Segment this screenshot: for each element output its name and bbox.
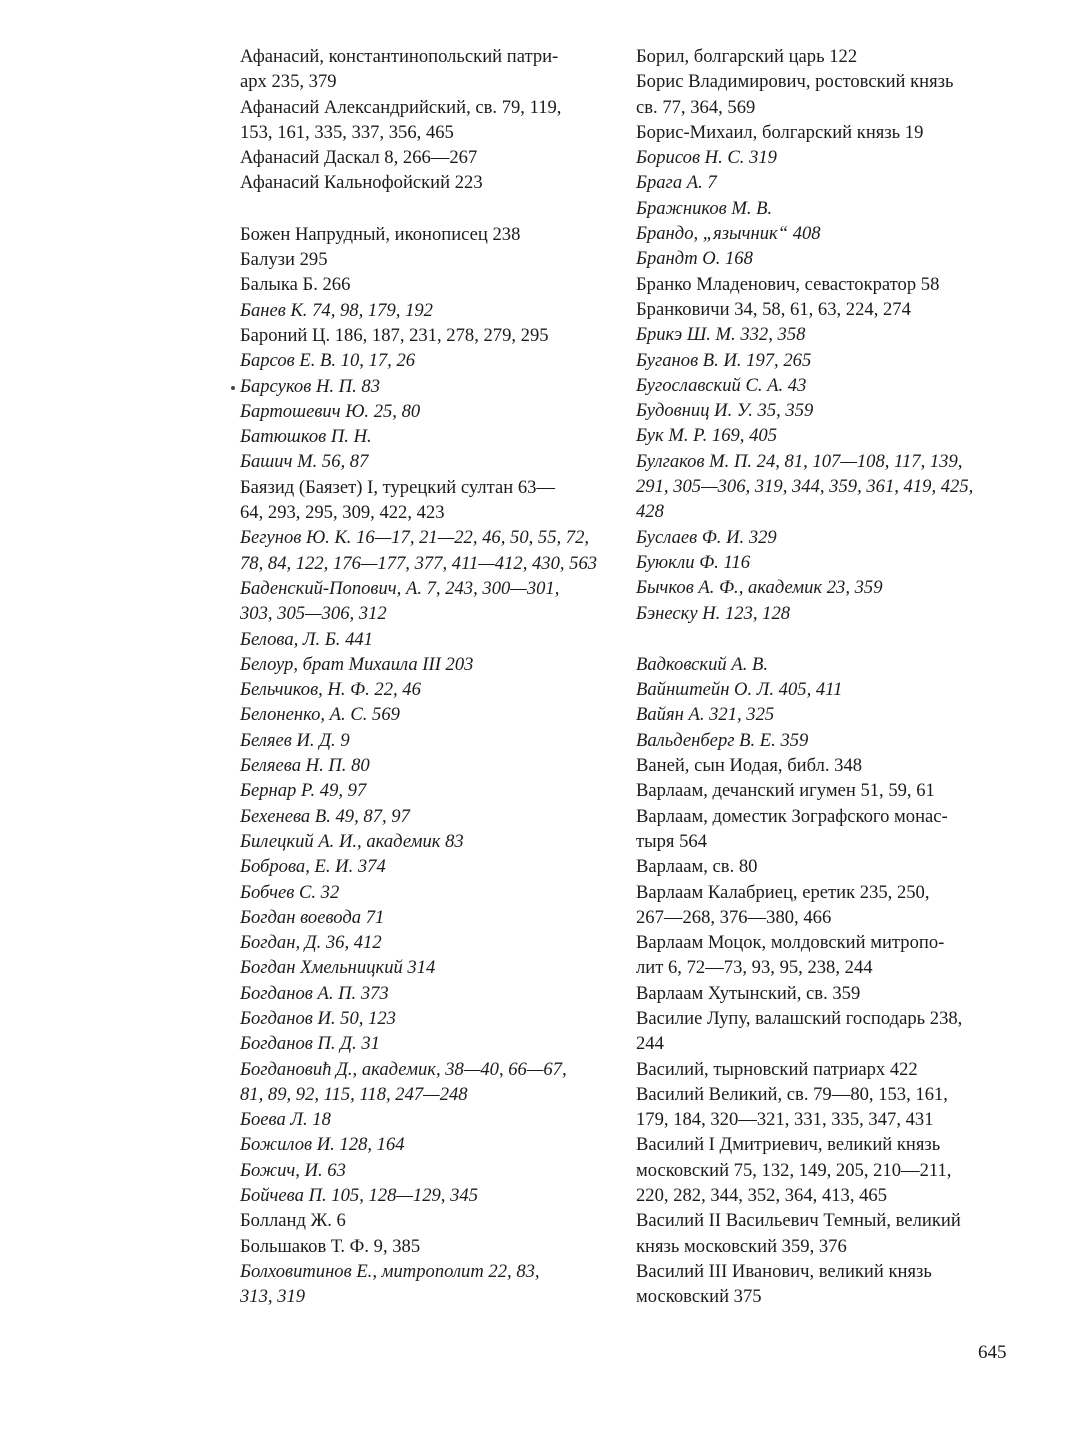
- index-entry: Ваней, сын Иодая, библ. 348: [636, 755, 863, 777]
- index-entry: Василий Великий, св. 79—80, 153, 161, 179, 184, 320—321, 331, 335, 347, 431: [636, 1083, 948, 1131]
- index-entry: Богдан, Д. 36, 412: [240, 932, 382, 954]
- index-entry: Бэнеску Н. 123, 128: [636, 602, 791, 624]
- index-entry: Борис-Михаил, болгарский князь 19: [636, 121, 924, 143]
- index-entry: Боброва, Е. И. 374: [240, 856, 386, 878]
- index-entry: Варлаам, дечанский игумен 51, 59, 61: [636, 780, 935, 802]
- page-number: 645: [978, 1342, 1007, 1363]
- index-entry: Белоур, брат Михаила III 203: [240, 653, 474, 675]
- index-entry: Борис Владимирович, ростовский князь св. 77, 364, 569: [636, 71, 954, 118]
- index-entry: Бароний Ц. 186, 187, 231, 278, 279, 295: [240, 324, 549, 346]
- index-entry: Василий I Дмитриевич, великий князь московский 75, 132, 149, 205, 210—211, 220, 282, 344, 352, 364, 413, 465: [636, 1134, 952, 1207]
- index-entry: Богдан воевода 71: [240, 906, 385, 928]
- index-entry: Бельчиков, Н. Ф. 22, 46: [240, 679, 421, 701]
- index-entry: Афанасий Кальнофойский 223: [240, 172, 483, 194]
- index-entry: Божич, И. 63: [240, 1159, 346, 1181]
- index-entry: Бернар Р. 49, 97: [240, 780, 367, 802]
- index-entry: Варлаам, св. 80: [636, 856, 758, 878]
- index-entry: Богданов А. П. 373: [240, 982, 389, 1004]
- index-entry: Вальденберг В. Е. 359: [636, 729, 809, 751]
- index-entry: Борил, болгарский царь 122: [636, 46, 858, 67]
- index-entry: Балыка Б. 266: [240, 274, 351, 296]
- right-index-column: [636, 44, 1020, 1310]
- index-entry: Божен Напрудный, иконописец 238: [240, 223, 521, 245]
- index-entry: Афанасий Даскал 8, 266—267: [240, 147, 478, 169]
- index-entry: Барсов Е. В. 10, 17, 26: [240, 350, 416, 372]
- index-entry: Варлаам, доместик Зографского монас- тыря 564: [636, 805, 948, 852]
- index-entry: Белоненко, А. С. 569: [240, 704, 400, 726]
- index-entry: Бранковичи 34, 58, 61, 63, 224, 274: [636, 298, 911, 320]
- left-index-column: [240, 44, 612, 1310]
- index-entry: Брандт О. 168: [636, 248, 753, 270]
- index-entry: Бобчев С. 32: [240, 881, 340, 903]
- index-entry: Бычков А. Ф., академик 23, 359: [636, 577, 883, 599]
- index-entry: Борисов Н. С. 319: [636, 147, 777, 169]
- index-entry: Батюшков П. Н.: [240, 426, 372, 448]
- index-entry: Баденский-Попович, А. 7, 243, 300—301, 303, 305—306, 312: [240, 577, 560, 625]
- index-entry: Варлаам Хутынский, св. 359: [636, 982, 861, 1004]
- index-entry: Богдановић Д., академик, 38—40, 66—67, 81, 89, 92, 115, 118, 247—248: [240, 1058, 567, 1105]
- index-entry: Божилов И. 128, 164: [240, 1134, 405, 1156]
- index-entry: Белова, Л. Б. 441: [240, 628, 373, 650]
- section-gap: [636, 626, 1020, 652]
- index-entry: Бугославский С. А. 43: [636, 374, 807, 396]
- index-entry: Беляева Н. П. 80: [240, 755, 370, 777]
- index-entry: Бук М. Р. 169, 405: [636, 425, 777, 447]
- index-entry: Бегунов Ю. К. 16—17, 21—22, 46, 50, 55, 72, 78, 84, 122, 176—177, 377, 411—412, 430, 563: [240, 527, 598, 574]
- index-entry: Василий, тырновский патриарх 422: [636, 1058, 918, 1080]
- index-entry: Варлаам Калабриец, еретик 235, 250, 267—268, 376—380, 466: [636, 881, 930, 928]
- index-entry: Банев К. 74, 98, 179, 192: [240, 299, 433, 321]
- index-entry: Василие Лупу, валашский господарь 238, 244: [636, 1007, 963, 1055]
- index-entry: Балузи 295: [240, 249, 328, 271]
- index-entry: Вадковский А. В.: [636, 653, 769, 675]
- index-entry: Богдан Хмельницкий 314: [240, 957, 436, 979]
- index-entry: Василий III Иванович, великий князь московский 375: [636, 1260, 932, 1308]
- index-entry: Билецкий А. И., академик 83: [240, 830, 464, 852]
- index-entry: Бранко Младенович, севастократор 58: [636, 273, 940, 295]
- index-entry: Богданов П. Д. 31: [240, 1033, 380, 1055]
- index-entry: Василий II Васильевич Темный, великий князь московский 359, 376: [636, 1210, 961, 1257]
- index-entry: Башич М. 56, 87: [240, 451, 369, 473]
- index-entry: Вайян А. 321, 325: [636, 704, 775, 726]
- index-entry: Бартошевич Ю. 25, 80: [240, 400, 421, 422]
- index-entry: Боева Л. 18: [240, 1109, 331, 1131]
- index-entry: Вайнштейн О. Л. 405, 411: [636, 679, 843, 701]
- index-entry: Баязид (Баязет) I, турецкий султан 63— 64, 293, 295, 309, 422, 423: [240, 476, 556, 524]
- index-entry: Брикэ Ш. М. 332, 358: [636, 324, 806, 346]
- index-entry: Бойчева П. 105, 128—129, 345: [240, 1185, 478, 1207]
- section-gap: [240, 196, 612, 222]
- index-entry: Брага А. 7: [636, 172, 717, 194]
- index-entry: Буюкли Ф. 116: [636, 551, 750, 573]
- index-entry: Варлаам Моцок, молдовский митропо- лит 6, 72—73, 93, 95, 238, 244: [636, 932, 945, 979]
- index-entry: Афанасий Александрийский, св. 79, 119, 153, 161, 335, 337, 356, 465: [240, 96, 562, 143]
- index-entry: Брандо, „язычник“ 408: [636, 223, 821, 245]
- index-entry: Большаков Т. Ф. 9, 385: [240, 1235, 421, 1257]
- index-entry: Буганов В. И. 197, 265: [636, 349, 812, 371]
- index-entry: Бехенева В. 49, 87, 97: [240, 805, 410, 827]
- index-entry: Болланд Ж. 6: [240, 1210, 346, 1232]
- index-entry: Беляев И. Д. 9: [240, 729, 350, 751]
- index-entry: Афанасий, константинопольский патри- арх 235, 379: [240, 46, 559, 93]
- index-entry: Богданов И. 50, 123: [240, 1007, 396, 1029]
- index-entry: Барсуков Н. П. 83: [240, 375, 380, 397]
- index-entry: Буслаев Ф. И. 329: [636, 526, 777, 548]
- index-entry: Болховитинов Е., митрополит 22, 83, 313, 319: [240, 1260, 540, 1308]
- index-entry: Булгаков М. П. 24, 81, 107—108, 117, 139, 291, 305—306, 319, 344, 359, 361, 419, 425, 428: [636, 450, 974, 523]
- index-entry: Будовниц И. У. 35, 359: [636, 400, 814, 422]
- stray-mark: [231, 386, 235, 390]
- index-entry: Бражников М. В.: [636, 197, 773, 219]
